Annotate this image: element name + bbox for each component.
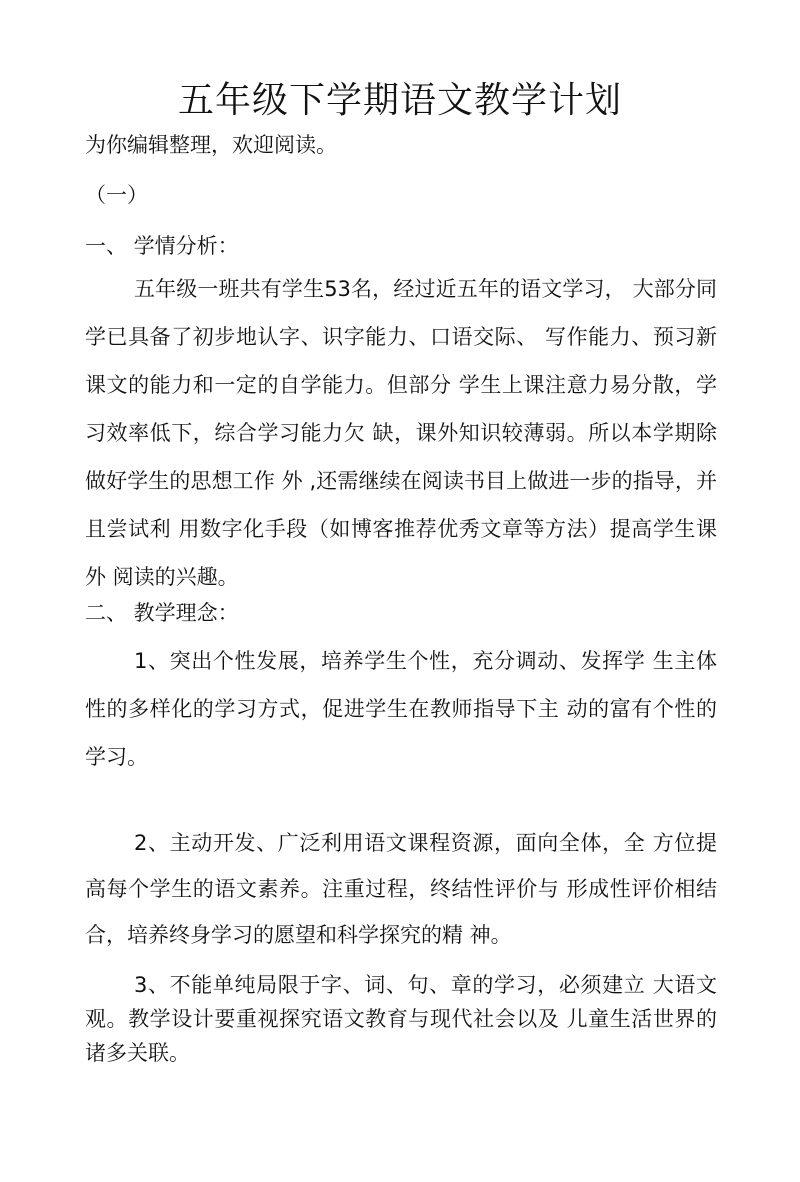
- section1-heading: 一、 学情分析：: [85, 234, 239, 258]
- section2-heading: 二、 教学理念：: [85, 601, 239, 625]
- section1-paragraph: 五年级一班共有学生53名，经过近五年的语文学习， 大部分同学已具备了初步地认字、识字能力、口语交际、 写作能力、预习新课文的能力和一定的自学能力。但部分 学生上课注意力易分散，学习效率低下，综合学习能力欠 缺，课外知识较薄弱。所以本学期除做好学生的思想工作 外 ,还需继续在阅读书目上做进一步的指导，并且尝试利 用数字化手段（如博客推荐优秀文章等方法）提高学生课外 阅读的兴趣。: [85, 277, 717, 589]
- section2-item-1: 1、突出个性发展，培养学生个性，充分调动、发挥学 生主体性的多样化的学习方式，促进学生在教师指导下主 动的富有个性的学习。: [85, 649, 717, 769]
- intro-text: 为你编辑整理，欢迎阅读。: [85, 133, 337, 157]
- part-label: （一）: [85, 183, 148, 207]
- document-title: 五年级下学期语文教学计划: [177, 80, 622, 121]
- section2-item-2: 2、主动开发、广泛利用语文课程资源，面向全体，全 方位提高每个学生的语文素养。注重过程，终结性评价与 形成性评价相结合，培养终身学习的愿望和科学探究的精 神。: [85, 831, 717, 947]
- section2-item-3: 3、不能单纯局限于字、词、句、章的学习，必须建立 大语文观。教学设计要重视探究语文教育与现代社会以及 儿童生活世界的诸多关联。: [85, 973, 717, 1065]
